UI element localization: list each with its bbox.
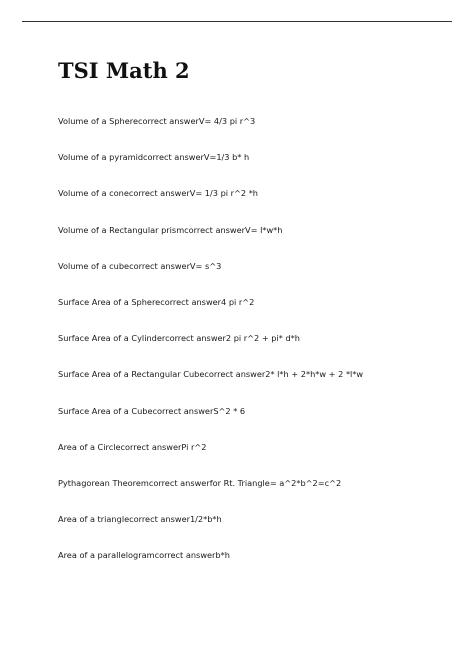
flashcard-entry: Surface Area of a Cubecorrect answerS^2 * 6 <box>58 405 246 416</box>
flashcard-entry: Volume of a Spherecorrect answerV= 4/3 pi r^3 <box>58 116 256 126</box>
flashcard-entry: Surface Area of a Rectangular Cubecorrect answer2* l*h + 2*h*w + 2 *l*w <box>58 369 364 380</box>
document-title: TSI Math 2 <box>58 58 190 83</box>
flashcard-entry: Volume of a cubecorrect answerV= s^3 <box>58 260 222 271</box>
flashcard-entry: Volume of a Rectangular prismcorrect answerV= l*w*h <box>58 224 283 235</box>
flashcard-entry: Volume of a pyramidcorrect answerV=1/3 b* h <box>58 152 250 163</box>
flashcard-entry: Area of a Circlecorrect answerPi r^2 <box>58 441 207 452</box>
flashcard-list <box>58 115 458 585</box>
flashcard-entry: Pythagorean Theoremcorrect answerfor Rt. Triangle= a^2*b^2=c^2 <box>58 477 342 488</box>
flashcard-entry: Area of a parallelogramcorrect answerb*h <box>58 550 230 561</box>
header-rule <box>22 21 452 22</box>
flashcard-entry: Surface Area of a Cylindercorrect answer2 pi r^2 + pi* d*h <box>58 333 300 344</box>
flashcard-entry: Area of a trianglecorrect answer1/2*b*h <box>58 514 222 525</box>
flashcard-entry: Surface Area of a Spherecorrect answer4 pi r^2 <box>58 296 255 307</box>
flashcard-entry: Volume of a conecorrect answerV= 1/3 pi r^2 *h <box>58 188 258 199</box>
